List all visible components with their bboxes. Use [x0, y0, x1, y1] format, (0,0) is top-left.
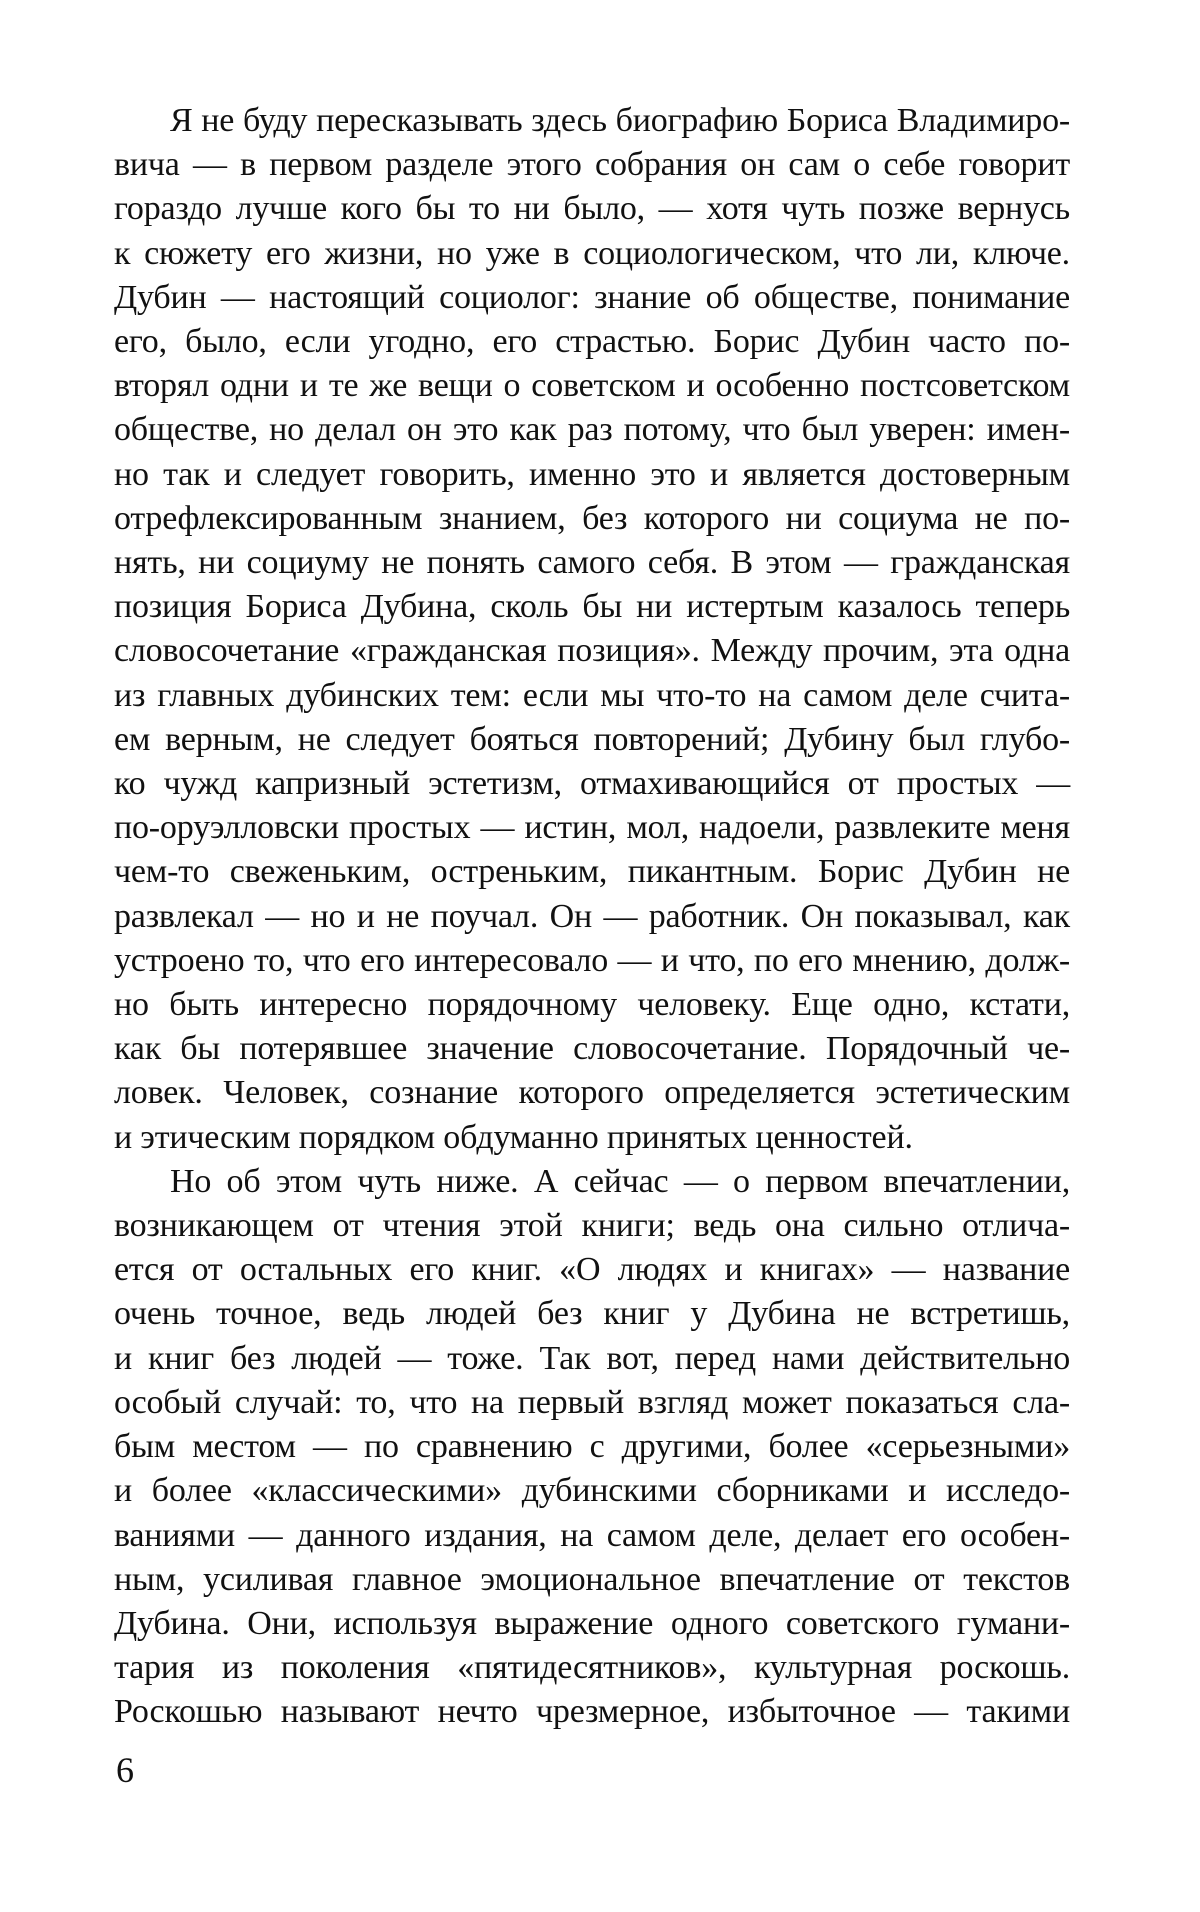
text-line: Я не буду пересказывать здесь биографию Бориса Владимиро- [170, 102, 1070, 139]
text-line: ловек. Человек, сознание которого определяется эстетическим [114, 1074, 1070, 1112]
text-line: гораздо лучше кого бы то ни было, — хотя чуть позже вернусь [114, 190, 1070, 228]
text-line: его, было, если угодно, его страстью. Борис Дубин часто по- [114, 323, 1070, 361]
text-line: Роскошью называют нечто чрезмерное, избыточное — такими [114, 1693, 1070, 1731]
paragraph-1 [114, 99, 1070, 1160]
body-text [114, 99, 1070, 1735]
text-line: но быть интересно порядочному человеку. Еще одно, кстати, [114, 986, 1070, 1024]
text-line: как бы потерявшее значение словосочетание. Порядочный че- [114, 1030, 1070, 1068]
text-line: вича — в первом разделе этого собрания он сам о себе говорит [114, 146, 1070, 184]
text-line: очень точное, ведь людей без книг у Дубина не встретишь, [114, 1295, 1070, 1333]
text-line: словосочетание «гражданская позиция». Между прочим, эта одна [114, 632, 1070, 670]
text-line: и книг без людей — тоже. Так вот, перед нами действительно [114, 1339, 1070, 1377]
text-line: устроено то, что его интересовало — и что, по его мнению, долж- [114, 941, 1070, 979]
text-line: ется от остальных его книг. «О людях и книгах» — название [114, 1251, 1070, 1289]
paragraph-2 [114, 1160, 1070, 1735]
text-line: ным, усиливая главное эмоциональное впечатление от текстов [114, 1560, 1070, 1598]
text-line: по-оруэлловски простых — истин, мол, надоели, развлеките меня [114, 809, 1070, 847]
text-line: тария из поколения «пятидесятников», культурная роскошь. [114, 1649, 1070, 1687]
page-number: 6 [116, 1750, 134, 1790]
text-line: ко чужд капризный эстетизм, отмахивающийся от простых — [114, 765, 1070, 803]
text-line: Дубин — настоящий социолог: знание об обществе, понимание [114, 278, 1070, 316]
text-line: нять, ни социуму не понять самого себя. В этом — гражданская [114, 544, 1070, 582]
text-line: вторял одни и те же вещи о советском и особенно постсоветском [114, 367, 1070, 405]
text-line: ем верным, не следует бояться повторений; Дубину был глубо- [114, 720, 1070, 758]
text-line: возникающем от чтения этой книги; ведь она сильно отлича- [114, 1207, 1070, 1245]
text-line: к сюжету его жизни, но уже в социологическом, что ли, ключе. [114, 234, 1070, 272]
text-line: бым местом — по сравнению с другими, более «серьезными» [114, 1428, 1070, 1466]
text-line: из главных дубинских тем: если мы что-то на самом деле счита- [114, 676, 1070, 714]
text-line: обществе, но делал он это как раз потому, что был уверен: имен- [114, 411, 1070, 449]
text-line: развлекал — но и не поучал. Он — работник. Он показывал, как [114, 897, 1070, 935]
text-line: и более «классическими» дубинскими сборниками и исследо- [114, 1472, 1070, 1510]
text-line: позиция Бориса Дубина, сколь бы ни истертым казалось теперь [114, 588, 1070, 626]
text-line: отрефлексированным знанием, без которого ни социума не по- [114, 499, 1070, 537]
text-line: особый случай: то, что на первый взгляд может показаться сла- [114, 1383, 1070, 1421]
text-line: Но об этом чуть ниже. А сейчас — о первом впечатлении, [170, 1162, 1070, 1200]
text-line: Дубина. Они, используя выражение одного советского гумани- [114, 1604, 1070, 1642]
text-line: ваниями — данного издания, на самом деле, делает его особен- [114, 1516, 1070, 1554]
text-line: но так и следует говорить, именно это и является достоверным [114, 455, 1070, 493]
text-line: чем-то свеженьким, остреньким, пикантным. Борис Дубин не [114, 853, 1070, 891]
text-line: и этическим порядком обдуманно принятых ценностей. [114, 1118, 913, 1156]
